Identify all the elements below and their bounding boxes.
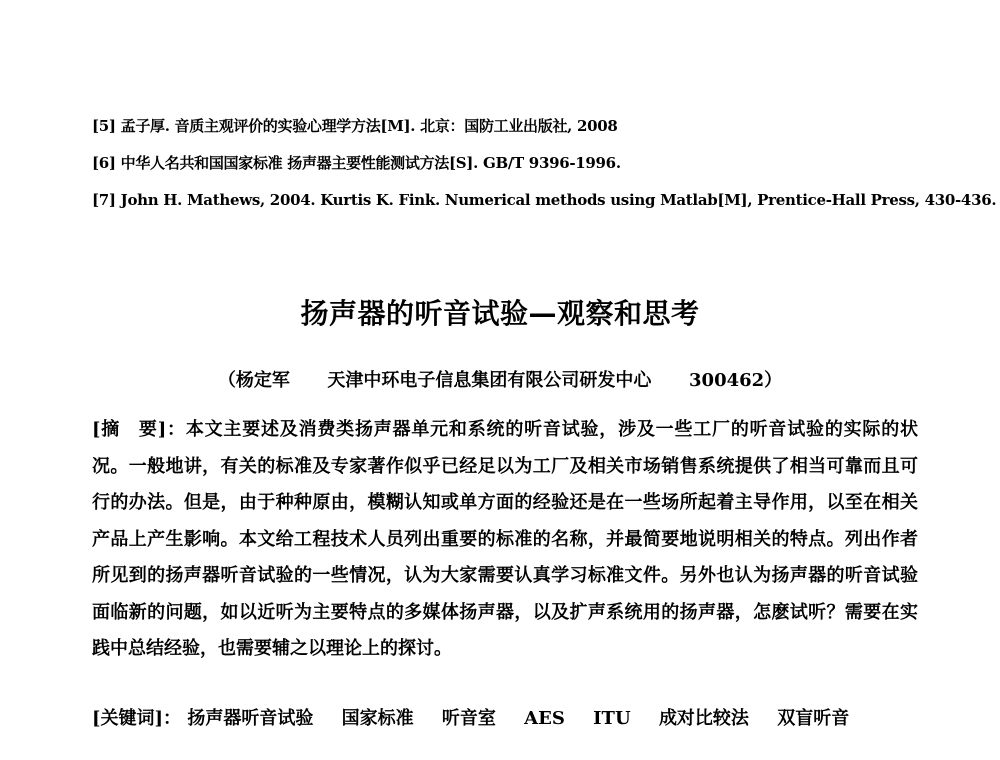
article-title: 扬声器的听音试验—观察和思考 [300, 297, 700, 330]
keyword: 扬声器听音试验 [187, 708, 314, 729]
reference-item: [6] 中华人名共和国国家标准 扬声器主要性能测试方法[S]. GB/T 9396-1996. [92, 154, 621, 172]
reference-item: [5] 孟子厚. 音质主观评价的实验心理学方法[M]. 北京：国防工业出版社, 2008 [92, 117, 618, 135]
keywords-line [92, 704, 952, 730]
abstract [92, 412, 918, 668]
keyword: AES [524, 708, 565, 729]
abstract-text: 本文主要述及消费类扬声器单元和系统的听音试验，涉及一些工厂的听音试验的实际的状况。一般地讲，有关的标准及专家著作似乎已经足以为工厂及相关市场销售系统提供了相当可靠而且可行的办法。但是，由于种种原由，模糊认知或单方面的经验还是在一些场所起着主导作用，以至在相关产品上产生影响。本文给工程技术人员列出重要的标准的名称，并最简要地说明相关的特点。列出作者所见到的扬声器听音试验的一些情况，认为大家需要认真学习标准文件。另外也认为扬声器的听音试验面临新的问题，如以近听为主要特点的多媒体扬声器，以及扩声系统用的扬声器，怎麽试听？需要在实践中总结经验，也需要辅之以理论上的探讨。 [92, 419, 918, 659]
keyword: 国家标准 [341, 708, 414, 729]
keyword: ITU [593, 708, 631, 729]
reference-item: [7] John H. Mathews, 2004. Kurtis K. Fink. Numerical methods using Matlab[M], Prentice-Hall Press, 430-436. [92, 191, 997, 209]
keyword: 成对比较法 [658, 708, 749, 729]
keywords-label: [关键词]： [92, 708, 182, 729]
keyword: 双盲听音 [777, 708, 850, 729]
reference-list [92, 108, 997, 219]
abstract-label: [摘 要]： [92, 419, 186, 440]
author-affiliation: （杨定军 天津中环电子信息集团有限公司研发中心 300462） [217, 370, 783, 391]
keyword: 听音室 [441, 708, 496, 729]
